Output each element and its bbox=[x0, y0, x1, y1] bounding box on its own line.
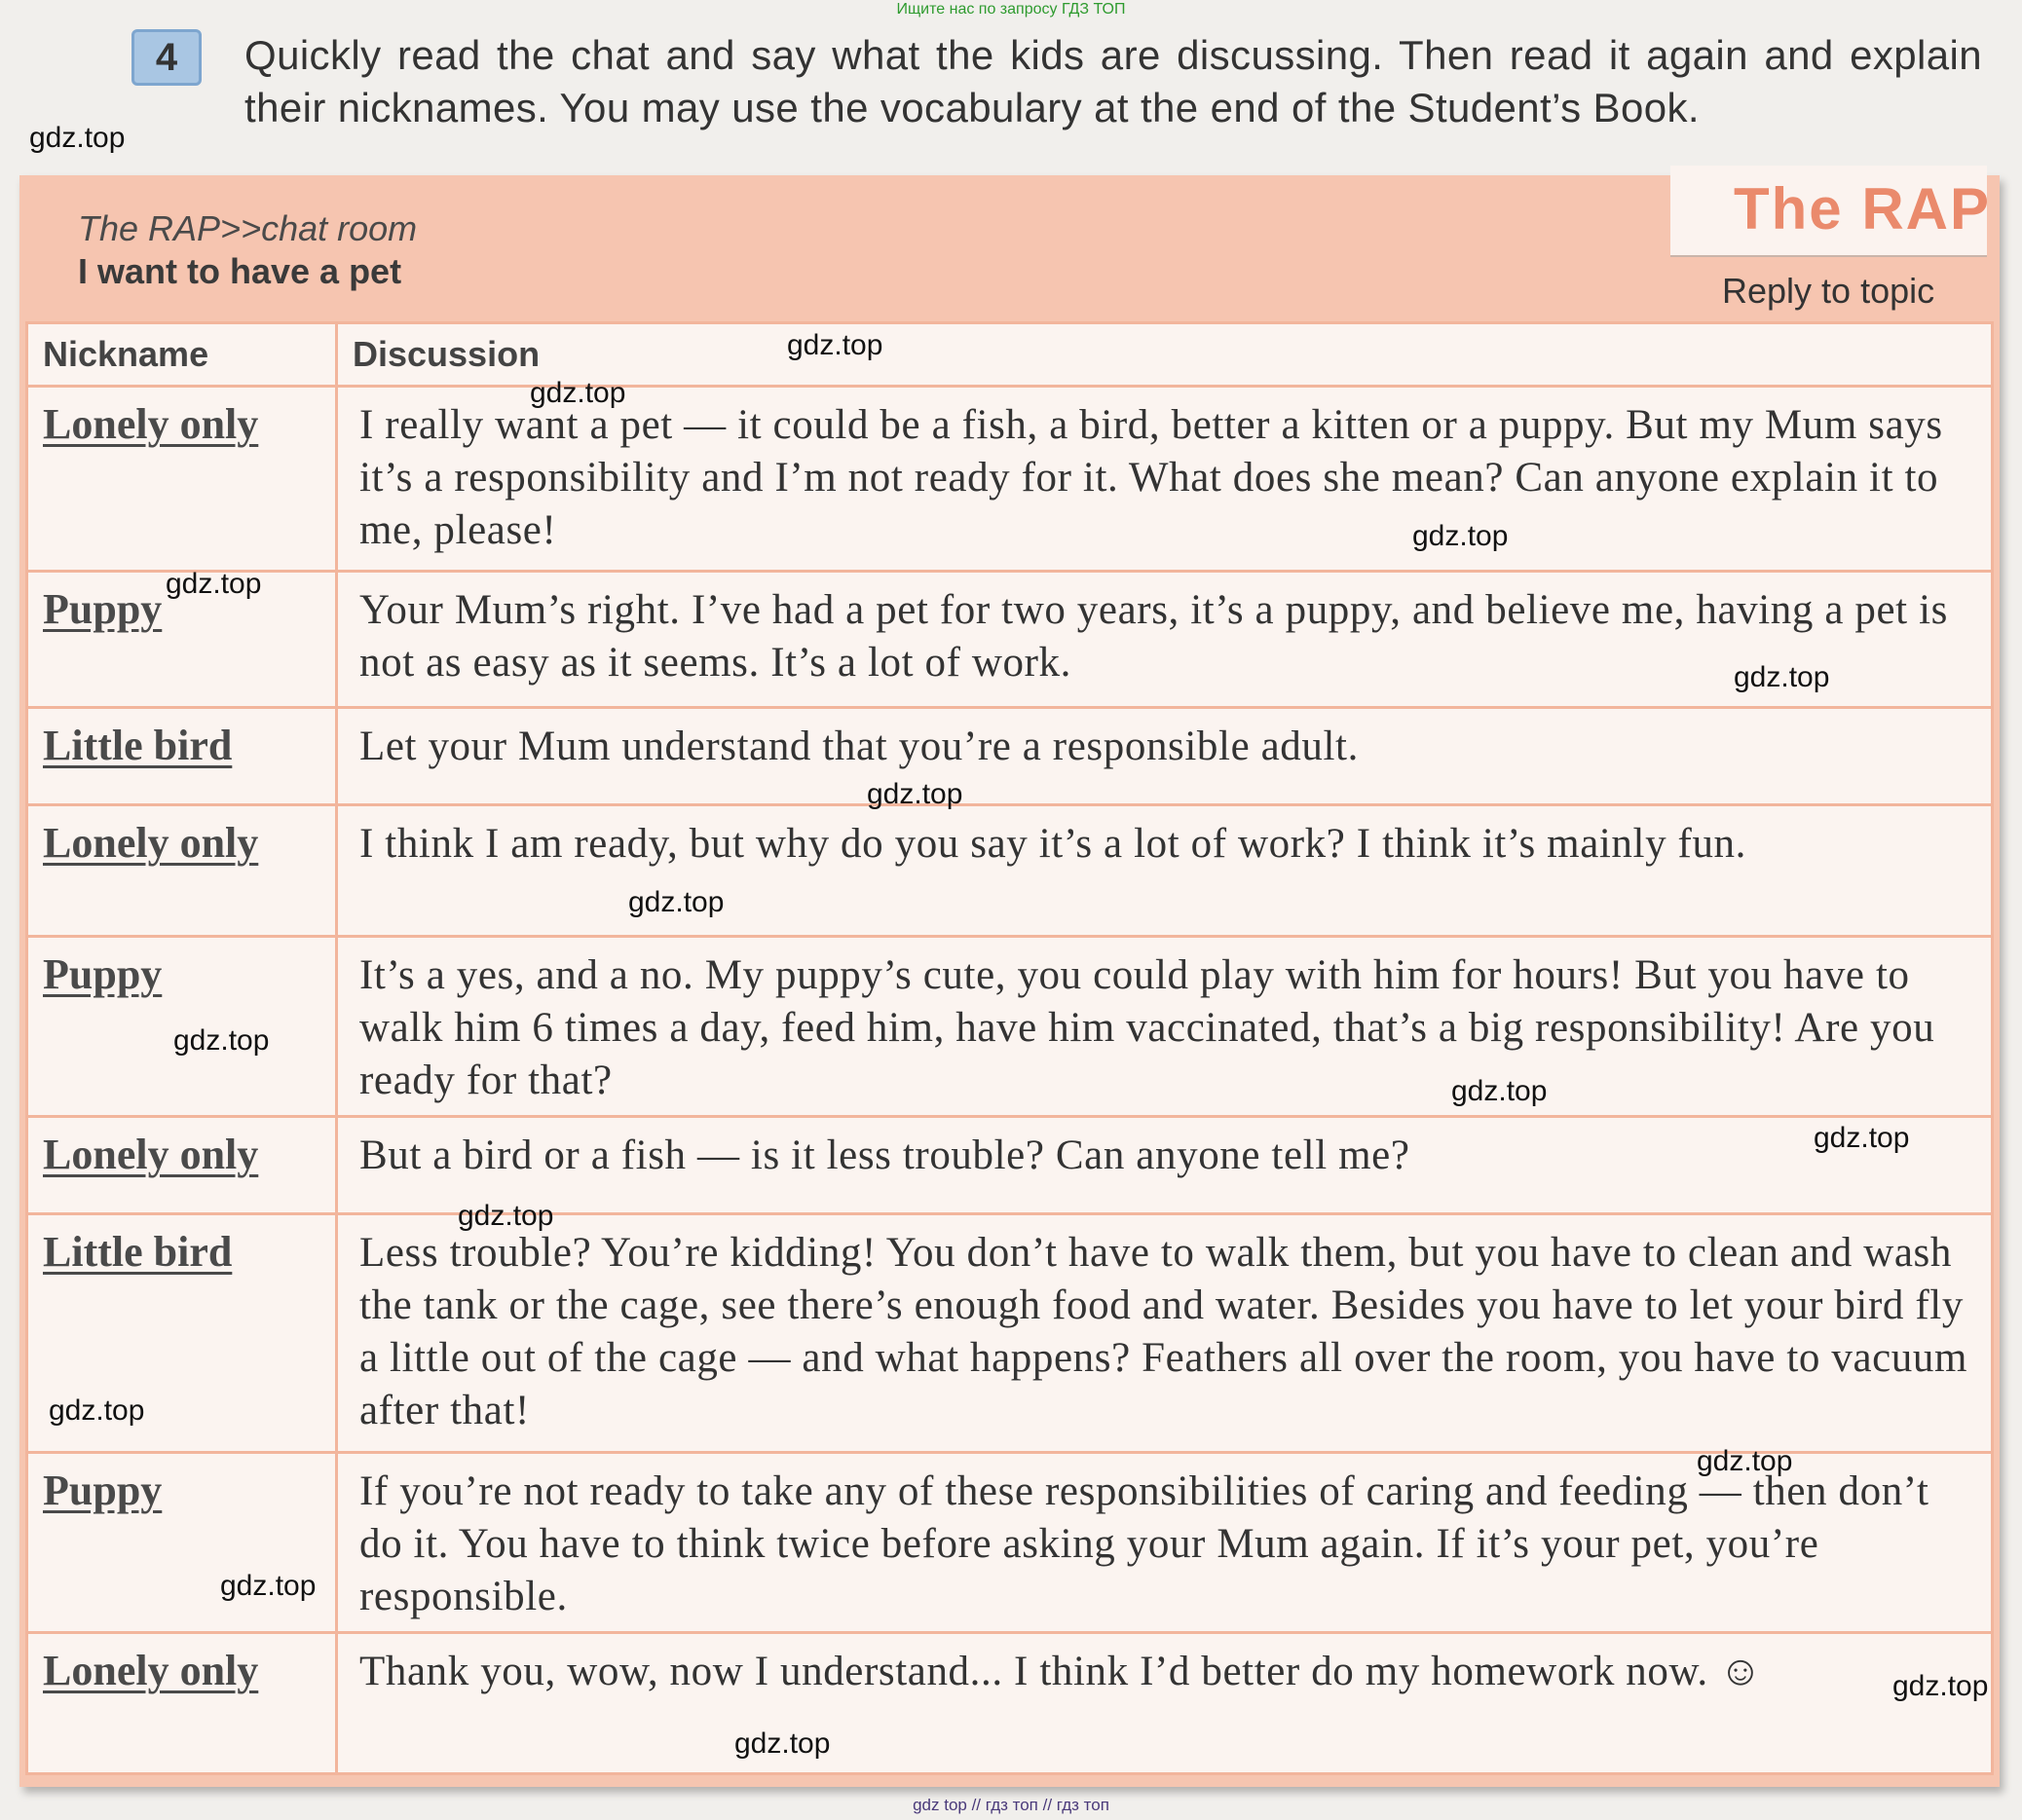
chat-panel bbox=[19, 175, 2000, 1787]
table-row bbox=[27, 1633, 1993, 1774]
message-cell: Thank you, wow, now I understand... I think I’d better do my homework now. ☺ bbox=[337, 1633, 1993, 1774]
nickname-cell: Puppy bbox=[27, 1453, 337, 1633]
message-cell: It’s a yes, and a no. My puppy’s cute, you could play with him for hours! But you have to walk him 6 times a day, feed him, have him vaccinated, that’s a big responsibility! Are you ready for that? bbox=[337, 937, 1993, 1117]
nickname-cell: Little bird bbox=[27, 708, 337, 805]
watermark: gdz.top bbox=[1814, 1122, 1910, 1154]
watermark: gdz.top bbox=[166, 568, 262, 600]
watermark: gdz.top bbox=[1892, 1670, 1989, 1702]
reply-to-topic-link[interactable]: Reply to topic bbox=[1722, 271, 1935, 311]
watermark: gdz.top bbox=[173, 1024, 270, 1057]
watermark: gdz.top bbox=[787, 329, 883, 361]
watermark: gdz.top bbox=[1734, 661, 1830, 693]
watermark: gdz.top bbox=[867, 778, 963, 810]
task-number-badge: 4 bbox=[131, 29, 202, 86]
chat-path: The RAP>>chat room bbox=[78, 208, 418, 248]
table-row bbox=[27, 387, 1993, 572]
message-cell: Let your Mum understand that you’re a responsible adult. bbox=[337, 708, 1993, 805]
nickname-cell: Puppy bbox=[27, 572, 337, 708]
footer: gdz top // гдз топ // гдз топ bbox=[913, 1796, 1109, 1814]
table-row bbox=[27, 805, 1993, 937]
table-row bbox=[27, 572, 1993, 708]
watermark: gdz.top bbox=[29, 122, 126, 154]
message-cell: I think I am ready, but why do you say it’s a lot of work? I think it’s mainly fun. bbox=[337, 805, 1993, 937]
message-cell: Your Mum’s right. I’ve had a pet for two years, it’s a puppy, and believe me, having a pet is not as easy as it seems. It’s a lot of work. bbox=[337, 572, 1993, 708]
nickname-cell: Lonely only bbox=[27, 805, 337, 937]
message-cell: I really want a pet — it could be a fish, a bird, better a kitten or a puppy. But my Mum says it’s a responsibility and I’m not ready for it. What does she mean? Can anyone explain it to me, please! bbox=[337, 387, 1993, 572]
nickname-cell: Little bird bbox=[27, 1214, 337, 1453]
watermark: gdz.top bbox=[220, 1570, 317, 1602]
table-row bbox=[27, 1117, 1993, 1214]
watermark: gdz.top bbox=[49, 1394, 145, 1427]
table-header-row bbox=[27, 323, 1993, 387]
rap-logo: The RAP bbox=[1734, 176, 1992, 241]
chat-table bbox=[25, 321, 1994, 1775]
watermark: gdz.top bbox=[734, 1727, 831, 1760]
watermark: gdz.top bbox=[530, 377, 626, 409]
table-row bbox=[27, 708, 1993, 805]
nickname-cell: Lonely only bbox=[27, 387, 337, 572]
watermark: gdz.top bbox=[1697, 1445, 1793, 1477]
table-row bbox=[27, 1214, 1993, 1453]
nickname-column-header: Nickname bbox=[27, 323, 337, 387]
message-cell: If you’re not ready to take any of these responsibilities of caring and feeding — then don’t do it. You have to think twice before asking your Mum again. If it’s your pet, you’re responsible. bbox=[337, 1453, 1993, 1633]
discussion-column-header: Discussion bbox=[337, 323, 1993, 387]
watermark: gdz.top bbox=[1412, 520, 1509, 552]
chat-header bbox=[19, 175, 2000, 321]
message-cell: Less trouble? You’re kidding! You don’t have to walk them, but you have to clean and wash the tank or the cage, see there’s enough food and water. Besides you have to let your bird fly a little out of the cage — and what happens? Feathers all over the room, you have to vacuum after that! bbox=[337, 1214, 1993, 1453]
watermark: gdz.top bbox=[458, 1200, 554, 1232]
message-cell: But a bird or a fish — is it less trouble? Can anyone tell me? bbox=[337, 1117, 1993, 1214]
nickname-cell: Lonely only bbox=[27, 1117, 337, 1214]
table-row bbox=[27, 1453, 1993, 1633]
nickname-cell: Puppy bbox=[27, 937, 337, 1117]
task-instructions: Quickly read the chat and say what the kids are discussing. Then read it again and explain their nicknames. You may use the vocabulary at the end of the Student’s Book. bbox=[244, 32, 1982, 130]
watermark: gdz.top bbox=[1451, 1075, 1548, 1107]
table-row bbox=[27, 937, 1993, 1117]
nickname-cell: Lonely only bbox=[27, 1633, 337, 1774]
top-banner: Ищите нас по запросу ГДЗ ТОП bbox=[896, 1, 1126, 18]
chat-topic-title: I want to have a pet bbox=[78, 251, 402, 291]
watermark: gdz.top bbox=[628, 886, 725, 918]
